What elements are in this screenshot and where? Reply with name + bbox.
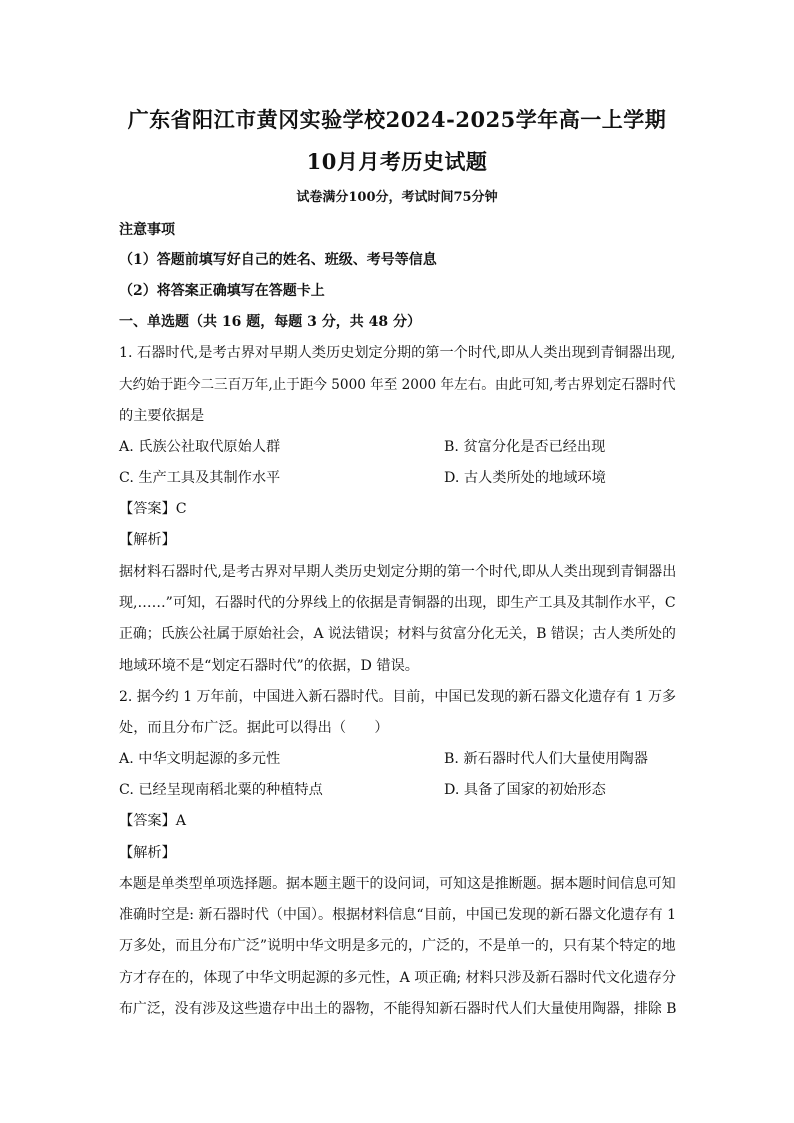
q2-option-a: A. 中华文明起源的多元性 — [119, 751, 281, 767]
q1-analysis-line3: 正确；氏族公社属于原始社会，A 说法错误；材料与贫富分化无关，B 错误；古人类所处的 — [119, 626, 676, 642]
q1-analysis-label: 【解析】 — [119, 532, 176, 548]
q1-analysis-line1: 据材料石器时代,是考古界对早期人类历史划定分期的第一个时代,即从人类出现到青铜器出 — [119, 564, 677, 580]
q2-stem-line1: 2. 据今约 1 万年前，中国进入新石器时代。目前，中国已发现的新石器文化遗存有 1 万多 — [119, 689, 676, 705]
exam-title-line1: 广东省阳江市黄冈实验学校2024-2025学年高一上学期 — [127, 107, 667, 132]
q1-analysis-line4: 地域环境不是“划定石器时代”的依据，D 错误。 — [119, 658, 419, 674]
q2-option-d: D. 具备了国家的初始形态 — [444, 782, 606, 798]
q2-analysis-label: 【解析】 — [119, 845, 176, 861]
exam-subtitle: 试卷满分100分，考试时间75分钟 — [296, 190, 498, 205]
q1-option-d: D. 古人类所处的地域环境 — [444, 470, 606, 486]
q2-stem-line2: 处，而且分布广泛。据此可以得出（ ） — [119, 720, 389, 736]
q1-analysis-line2: 现,……”可知，石器时代的分界线上的依据是青铜器的出现，即生产工具及其制作水平，C — [119, 595, 676, 611]
q2-answer: 【答案】A — [119, 813, 186, 829]
q1-answer: 【答案】C — [119, 501, 187, 517]
notes-heading: 注意事项 — [119, 222, 175, 238]
q1-stem-line1: 1. 石器时代,是考古界对早期人类历史划定分期的第一个时代,即从人类出现到青铜器出现, — [119, 345, 676, 361]
q2-option-b: B. 新石器时代人们大量使用陶器 — [444, 751, 648, 767]
q2-analysis-line1: 本题是单类型单项选择题。据本题主题干的设问词，可知这是推断题。据本题时间信息可知 — [119, 876, 676, 892]
q1-option-c: C. 生产工具及其制作水平 — [119, 470, 281, 486]
notes-item-2: （2）将答案正确填写在答题卡上 — [119, 283, 325, 299]
q2-analysis-line5: 布广泛，没有涉及这些遗存中出土的器物，不能得知新石器时代人们大量使用陶器，排除 B — [119, 1001, 677, 1017]
q1-option-b: B. 贫富分化是否已经出现 — [444, 439, 606, 455]
notes-item-1: （1）答题前填写好自己的姓名、班级、考号等信息 — [119, 252, 437, 268]
q2-option-c: C. 已经呈现南稻北粟的种植特点 — [119, 782, 323, 798]
section-heading: 一、单选题（共 16 题，每题 3 分，共 48 分） — [119, 314, 421, 330]
q1-stem-line3: 的主要依据是 — [119, 408, 205, 424]
q2-analysis-line2: 准确时空是: 新石器时代（中国）。根据材料信息“目前，中国已发现的新石器文化遗存有 1 — [119, 907, 677, 923]
q2-analysis-line4: 方才存在的，体现了中华文明起源的多元性，A 项正确; 材料只涉及新石器时代文化遗存分 — [119, 970, 676, 986]
exam-title-line2: 10月月考历史试题 — [306, 149, 488, 174]
q2-analysis-line3: 万多处，而且分布广泛”说明中华文明是多元的，广泛的，不是单一的，只有某个特定的地 — [119, 938, 676, 954]
q1-option-a: A. 氏族公社取代原始人群 — [119, 439, 281, 455]
q1-stem-line2: 大约始于距今二三百万年,止于距今 5000 年至 2000 年左右。由此可知,考古界划定石器时代 — [119, 377, 676, 393]
